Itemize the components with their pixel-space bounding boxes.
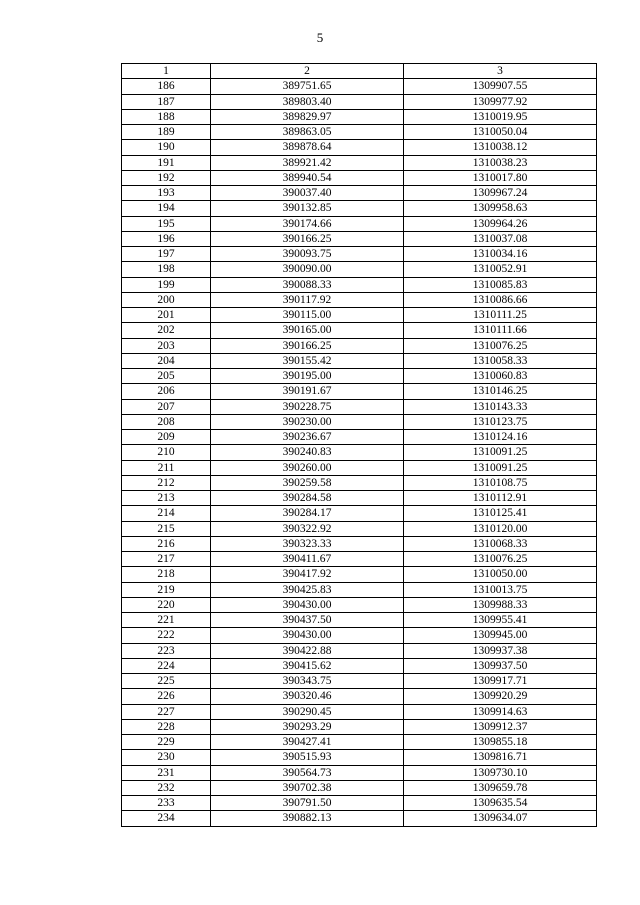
table-row <box>122 536 597 551</box>
y-coordinate-cell: 1310060.83 <box>404 369 597 384</box>
x-coordinate-cell: 390155.42 <box>211 353 404 368</box>
x-coordinate-cell: 390115.00 <box>211 308 404 323</box>
table-row <box>122 704 597 719</box>
table-row <box>122 552 597 567</box>
y-coordinate-cell: 1310091.25 <box>404 460 597 475</box>
header-cell: 2 <box>211 64 404 79</box>
table-row <box>122 689 597 704</box>
x-coordinate-cell: 390422.88 <box>211 643 404 658</box>
table-row <box>122 79 597 94</box>
point-number-cell: 211 <box>122 460 211 475</box>
x-coordinate-cell: 390240.83 <box>211 445 404 460</box>
point-number-cell: 220 <box>122 597 211 612</box>
y-coordinate-cell: 1310058.33 <box>404 353 597 368</box>
point-number-cell: 198 <box>122 262 211 277</box>
y-coordinate-cell: 1309816.71 <box>404 750 597 765</box>
table-row <box>122 399 597 414</box>
point-number-cell: 192 <box>122 170 211 185</box>
point-number-cell: 186 <box>122 79 211 94</box>
y-coordinate-cell: 1309659.78 <box>404 780 597 795</box>
y-coordinate-cell: 1310146.25 <box>404 384 597 399</box>
point-number-cell: 199 <box>122 277 211 292</box>
table-row <box>122 658 597 673</box>
y-coordinate-cell: 1310038.12 <box>404 140 597 155</box>
point-number-cell: 197 <box>122 247 211 262</box>
point-number-cell: 228 <box>122 719 211 734</box>
x-coordinate-cell: 390090.00 <box>211 262 404 277</box>
x-coordinate-cell: 390236.67 <box>211 430 404 445</box>
y-coordinate-cell: 1310112.91 <box>404 491 597 506</box>
table-row <box>122 125 597 140</box>
point-number-cell: 191 <box>122 155 211 170</box>
point-number-cell: 225 <box>122 674 211 689</box>
point-number-cell: 233 <box>122 796 211 811</box>
table-row <box>122 140 597 155</box>
x-coordinate-cell: 390290.45 <box>211 704 404 719</box>
point-number-cell: 204 <box>122 353 211 368</box>
x-coordinate-cell: 389829.97 <box>211 109 404 124</box>
point-number-cell: 224 <box>122 658 211 673</box>
table-row <box>122 155 597 170</box>
table-body <box>122 64 597 827</box>
table-row <box>122 94 597 109</box>
point-number-cell: 205 <box>122 369 211 384</box>
point-number-cell: 215 <box>122 521 211 536</box>
x-coordinate-cell: 390174.66 <box>211 216 404 231</box>
y-coordinate-cell: 1310085.83 <box>404 277 597 292</box>
x-coordinate-cell: 390195.00 <box>211 369 404 384</box>
table-row <box>122 430 597 445</box>
y-coordinate-cell: 1310124.16 <box>404 430 597 445</box>
y-coordinate-cell: 1310086.66 <box>404 292 597 307</box>
table-row <box>122 719 597 734</box>
x-coordinate-cell: 390228.75 <box>211 399 404 414</box>
y-coordinate-cell: 1310111.25 <box>404 308 597 323</box>
table-row <box>122 491 597 506</box>
x-coordinate-cell: 390882.13 <box>211 811 404 826</box>
point-number-cell: 210 <box>122 445 211 460</box>
y-coordinate-cell: 1310120.00 <box>404 521 597 536</box>
x-coordinate-cell: 390425.83 <box>211 582 404 597</box>
y-coordinate-cell: 1310143.33 <box>404 399 597 414</box>
point-number-cell: 219 <box>122 582 211 597</box>
y-coordinate-cell: 1309958.63 <box>404 201 597 216</box>
x-coordinate-cell: 389751.65 <box>211 79 404 94</box>
x-coordinate-cell: 390411.67 <box>211 552 404 567</box>
x-coordinate-cell: 390437.50 <box>211 613 404 628</box>
point-number-cell: 212 <box>122 475 211 490</box>
y-coordinate-cell: 1309730.10 <box>404 765 597 780</box>
table-row <box>122 170 597 185</box>
point-number-cell: 187 <box>122 94 211 109</box>
x-coordinate-cell: 390088.33 <box>211 277 404 292</box>
x-coordinate-cell: 390230.00 <box>211 414 404 429</box>
coordinates-table <box>121 63 597 827</box>
point-number-cell: 200 <box>122 292 211 307</box>
x-coordinate-cell: 390415.62 <box>211 658 404 673</box>
x-coordinate-cell: 390165.00 <box>211 323 404 338</box>
x-coordinate-cell: 390564.73 <box>211 765 404 780</box>
point-number-cell: 203 <box>122 338 211 353</box>
point-number-cell: 188 <box>122 109 211 124</box>
x-coordinate-cell: 389863.05 <box>211 125 404 140</box>
table-row <box>122 780 597 795</box>
x-coordinate-cell: 389878.64 <box>211 140 404 155</box>
x-coordinate-cell: 389803.40 <box>211 94 404 109</box>
point-number-cell: 194 <box>122 201 211 216</box>
y-coordinate-cell: 1309920.29 <box>404 689 597 704</box>
y-coordinate-cell: 1310017.80 <box>404 170 597 185</box>
x-coordinate-cell: 390191.67 <box>211 384 404 399</box>
point-number-cell: 208 <box>122 414 211 429</box>
table-row <box>122 262 597 277</box>
point-number-cell: 190 <box>122 140 211 155</box>
table-row <box>122 506 597 521</box>
table-row <box>122 369 597 384</box>
table-row <box>122 109 597 124</box>
y-coordinate-cell: 1310052.91 <box>404 262 597 277</box>
y-coordinate-cell: 1309964.26 <box>404 216 597 231</box>
x-coordinate-cell: 390430.00 <box>211 628 404 643</box>
y-coordinate-cell: 1310091.25 <box>404 445 597 460</box>
point-number-cell: 216 <box>122 536 211 551</box>
point-number-cell: 207 <box>122 399 211 414</box>
x-coordinate-cell: 390166.25 <box>211 338 404 353</box>
point-number-cell: 214 <box>122 506 211 521</box>
y-coordinate-cell: 1309955.41 <box>404 613 597 628</box>
point-number-cell: 230 <box>122 750 211 765</box>
x-coordinate-cell: 390343.75 <box>211 674 404 689</box>
table-row <box>122 628 597 643</box>
table-row <box>122 414 597 429</box>
table-row <box>122 384 597 399</box>
x-coordinate-cell: 390320.46 <box>211 689 404 704</box>
table-row <box>122 247 597 262</box>
table-row <box>122 216 597 231</box>
point-number-cell: 189 <box>122 125 211 140</box>
x-coordinate-cell: 390323.33 <box>211 536 404 551</box>
table-row <box>122 445 597 460</box>
point-number-cell: 196 <box>122 231 211 246</box>
table-row <box>122 521 597 536</box>
x-coordinate-cell: 390791.50 <box>211 796 404 811</box>
y-coordinate-cell: 1310037.08 <box>404 231 597 246</box>
x-coordinate-cell: 390293.29 <box>211 719 404 734</box>
table-row <box>122 750 597 765</box>
table-row <box>122 674 597 689</box>
y-coordinate-cell: 1309988.33 <box>404 597 597 612</box>
table-row <box>122 308 597 323</box>
x-coordinate-cell: 390166.25 <box>211 231 404 246</box>
y-coordinate-cell: 1309907.55 <box>404 79 597 94</box>
y-coordinate-cell: 1309937.38 <box>404 643 597 658</box>
point-number-cell: 223 <box>122 643 211 658</box>
y-coordinate-cell: 1310068.33 <box>404 536 597 551</box>
point-number-cell: 221 <box>122 613 211 628</box>
y-coordinate-cell: 1309945.00 <box>404 628 597 643</box>
table-row <box>122 811 597 826</box>
y-coordinate-cell: 1310076.25 <box>404 552 597 567</box>
point-number-cell: 218 <box>122 567 211 582</box>
table-row <box>122 643 597 658</box>
x-coordinate-cell: 390093.75 <box>211 247 404 262</box>
point-number-cell: 193 <box>122 186 211 201</box>
y-coordinate-cell: 1309855.18 <box>404 735 597 750</box>
y-coordinate-cell: 1309914.63 <box>404 704 597 719</box>
point-number-cell: 201 <box>122 308 211 323</box>
x-coordinate-cell: 390259.58 <box>211 475 404 490</box>
header-cell: 1 <box>122 64 211 79</box>
table-row <box>122 475 597 490</box>
point-number-cell: 227 <box>122 704 211 719</box>
table-row <box>122 231 597 246</box>
y-coordinate-cell: 1310108.75 <box>404 475 597 490</box>
point-number-cell: 222 <box>122 628 211 643</box>
table-row <box>122 186 597 201</box>
y-coordinate-cell: 1309977.92 <box>404 94 597 109</box>
page-number: 5 <box>316 30 324 45</box>
table-row <box>122 460 597 475</box>
x-coordinate-cell: 390284.17 <box>211 506 404 521</box>
x-coordinate-cell: 390430.00 <box>211 597 404 612</box>
y-coordinate-cell: 1310050.00 <box>404 567 597 582</box>
table-row <box>122 597 597 612</box>
point-number-cell: 195 <box>122 216 211 231</box>
y-coordinate-cell: 1309634.07 <box>404 811 597 826</box>
point-number-cell: 231 <box>122 765 211 780</box>
point-number-cell: 234 <box>122 811 211 826</box>
table-row <box>122 567 597 582</box>
point-number-cell: 206 <box>122 384 211 399</box>
table-row <box>122 765 597 780</box>
x-coordinate-cell: 390322.92 <box>211 521 404 536</box>
point-number-cell: 209 <box>122 430 211 445</box>
y-coordinate-cell: 1309937.50 <box>404 658 597 673</box>
point-number-cell: 226 <box>122 689 211 704</box>
table-row <box>122 353 597 368</box>
x-coordinate-cell: 390260.00 <box>211 460 404 475</box>
x-coordinate-cell: 390515.93 <box>211 750 404 765</box>
y-coordinate-cell: 1310076.25 <box>404 338 597 353</box>
y-coordinate-cell: 1309917.71 <box>404 674 597 689</box>
point-number-cell: 202 <box>122 323 211 338</box>
x-coordinate-cell: 390117.92 <box>211 292 404 307</box>
x-coordinate-cell: 390427.41 <box>211 735 404 750</box>
y-coordinate-cell: 1309635.54 <box>404 796 597 811</box>
y-coordinate-cell: 1309967.24 <box>404 186 597 201</box>
table-row <box>122 796 597 811</box>
y-coordinate-cell: 1309912.37 <box>404 719 597 734</box>
table-row <box>122 613 597 628</box>
header-cell: 3 <box>404 64 597 79</box>
table-row <box>122 582 597 597</box>
x-coordinate-cell: 390702.38 <box>211 780 404 795</box>
x-coordinate-cell: 389921.42 <box>211 155 404 170</box>
table-header-row <box>122 64 597 79</box>
x-coordinate-cell: 389940.54 <box>211 170 404 185</box>
y-coordinate-cell: 1310013.75 <box>404 582 597 597</box>
point-number-cell: 232 <box>122 780 211 795</box>
point-number-cell: 213 <box>122 491 211 506</box>
table-row <box>122 201 597 216</box>
y-coordinate-cell: 1310019.95 <box>404 109 597 124</box>
table-row <box>122 338 597 353</box>
x-coordinate-cell: 390132.85 <box>211 201 404 216</box>
table-row <box>122 323 597 338</box>
x-coordinate-cell: 390284.58 <box>211 491 404 506</box>
y-coordinate-cell: 1310111.66 <box>404 323 597 338</box>
table-row <box>122 277 597 292</box>
y-coordinate-cell: 1310125.41 <box>404 506 597 521</box>
x-coordinate-cell: 390037.40 <box>211 186 404 201</box>
point-number-cell: 217 <box>122 552 211 567</box>
x-coordinate-cell: 390417.92 <box>211 567 404 582</box>
y-coordinate-cell: 1310034.16 <box>404 247 597 262</box>
y-coordinate-cell: 1310050.04 <box>404 125 597 140</box>
y-coordinate-cell: 1310123.75 <box>404 414 597 429</box>
y-coordinate-cell: 1310038.23 <box>404 155 597 170</box>
point-number-cell: 229 <box>122 735 211 750</box>
table-row <box>122 735 597 750</box>
table-row <box>122 292 597 307</box>
